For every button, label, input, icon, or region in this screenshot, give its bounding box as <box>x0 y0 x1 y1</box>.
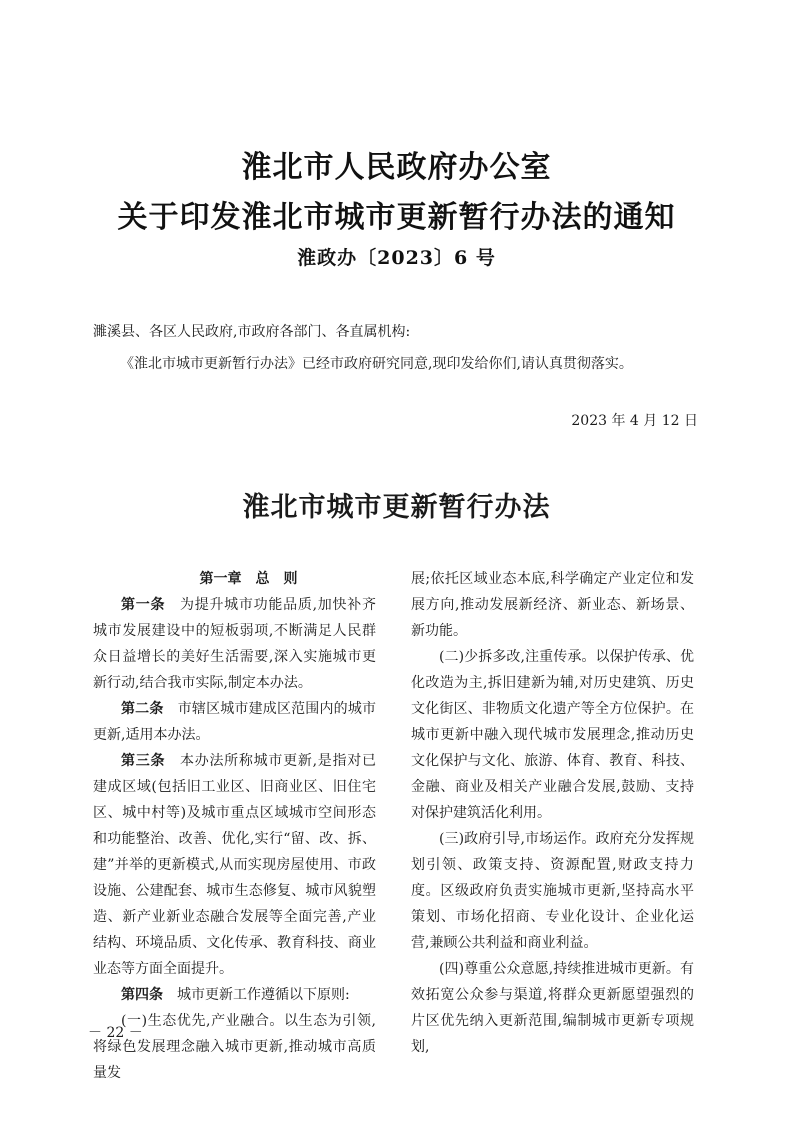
notice-body: 《淮北市城市更新暂行办法》已经市政府研究同意,现印发给你们,请认真贯彻落实。 <box>120 356 633 372</box>
article-label: 第一条 <box>121 597 166 613</box>
article-2 <box>93 696 376 748</box>
article-label: 第三条 <box>121 753 166 769</box>
document-number: 淮政办〔2023〕6 号 <box>297 247 496 269</box>
principle-1-start: (一)生态优先,产业融合。以生态为引领,将绿色发展理念融入城市更新,推动城市高质量发 <box>93 1013 376 1081</box>
article-text: 为提升城市功能品质,加快补齐城市发展建设中的短板弱项,不断满足人民群众日益增长的美好生活需要,深入实施城市更新行动,结合我市实际,制定本办法。 <box>93 597 377 691</box>
page-number: － 22 － <box>88 1025 143 1041</box>
article-3 <box>93 748 376 982</box>
article-label: 第四条 <box>121 987 163 1003</box>
issue-date: 2023 年 4 月 12 日 <box>571 413 698 429</box>
article-label: 第二条 <box>121 701 164 717</box>
addressee: 濉溪县、各区人民政府,市政府各部门、各直属机构: <box>93 324 411 340</box>
article-text: 本办法所称城市更新,是指对已建成区域(包括旧工业区、旧商业区、旧住宅区、城中村等)及城市重点区域城市空间形态和功能整治、改善、优化,实行“留、改、拆、建”并举的更新模式,从而实现房屋使用、市政设施、公建配套、城市生态修复、城市风貌塑造、新产业新业态融合发展等全面完善,产业结构、环境品质、文化传承、教育科技、商业业态等方面全面提升。 <box>93 753 377 977</box>
right-column <box>411 566 694 1060</box>
notice-title-line2: 关于印发淮北市城市更新暂行办法的通知 <box>117 200 676 235</box>
regulation-title: 淮北市城市更新暂行办法 <box>242 492 551 523</box>
chapter-heading: 第一章 总 则 <box>199 571 298 587</box>
article-text: 市辖区城市建成区范围内的城市更新,适用本办法。 <box>93 701 377 743</box>
article-1 <box>93 592 376 696</box>
principle-3: (三)政府引导,市场运作。政府充分发挥规划引领、政策支持、资源配置,财政支持力度。区级政府负责实施城市更新,坚持高水平策划、市场化招商、专业化设计、企业化运营,兼顾公共利益和商业利益。 <box>411 831 694 951</box>
notice-title-line1: 淮北市人民政府办公室 <box>241 150 552 185</box>
left-column <box>93 566 376 1086</box>
article-4 <box>93 982 376 1008</box>
principle-2: (二)少拆多改,注重传承。以保护传承、优化改造为主,拆旧建新为辅,对历史建筑、历史文化街区、非物质文化遗产等全方位保护。在城市更新中融入现代城市发展理念,推动历史文化保护与文化、旅游、体育、教育、科技、金融、商业及相关产业融合发展,鼓励、支持对保护建筑活化利用。 <box>411 649 694 821</box>
principle-1-continued: 展;依托区域业态本底,科学确定产业定位和发展方向,推动发展新经济、新业态、新场景、新功能。 <box>411 571 694 639</box>
principle-4: (四)尊重公众意愿,持续推进城市更新。有效拓宽公众参与渠道,将群众更新愿望强烈的片区优先纳入更新范围,编制城市更新专项规划, <box>411 961 694 1055</box>
article-text: 城市更新工作遵循以下原则: <box>177 987 350 1003</box>
